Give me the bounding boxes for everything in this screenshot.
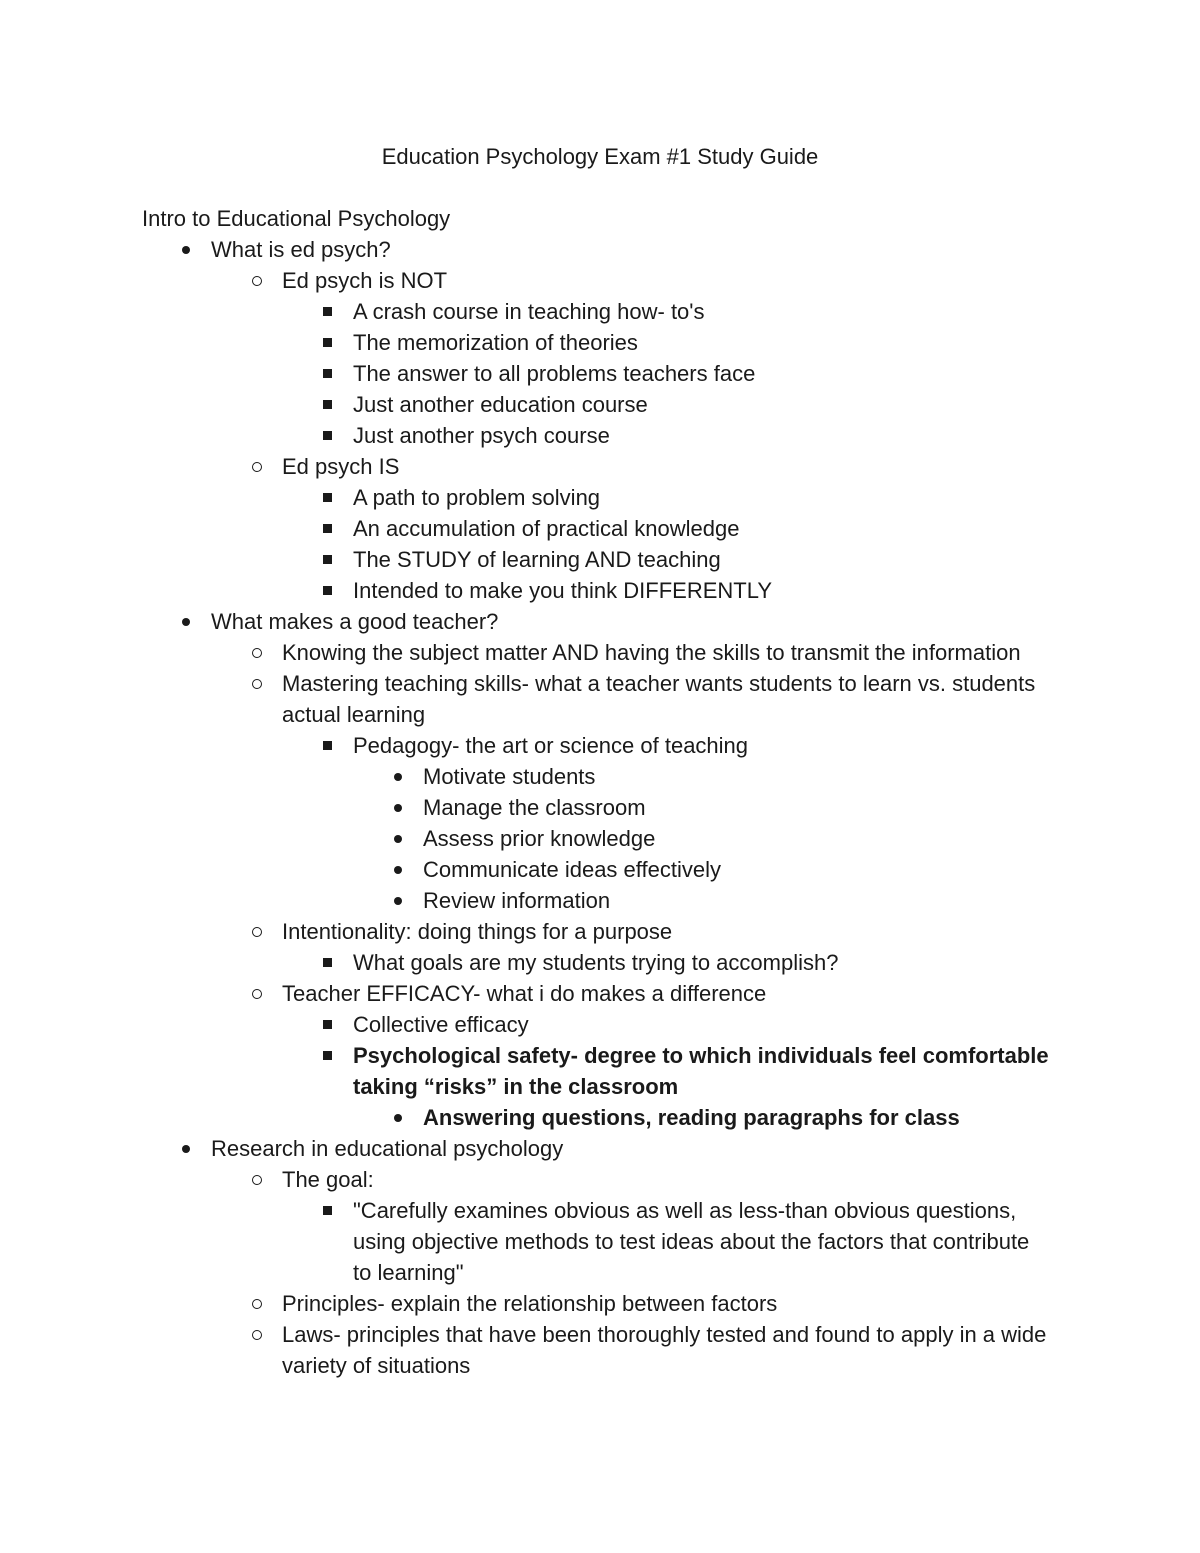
- filled-dot-icon: [388, 1102, 408, 1133]
- outline-item-text: What goals are my students trying to accomplish?: [353, 950, 839, 975]
- outline-item-level-2: [282, 978, 1052, 1009]
- outline-item-level-3: [353, 358, 1053, 389]
- filled-dot-icon: [388, 761, 408, 792]
- outline-item-level-4: [423, 854, 1053, 885]
- section-heading: Intro to Educational Psychology: [142, 206, 451, 231]
- outline-item-level-3: [353, 1009, 1053, 1040]
- filled-square-icon: [317, 482, 337, 513]
- hollow-circle-icon: [247, 1164, 267, 1195]
- filled-square-icon: [317, 389, 337, 420]
- filled-square-icon: [317, 420, 337, 451]
- outline-item-text: Ed psych is NOT: [282, 268, 448, 293]
- outline-item-text: Motivate students: [423, 764, 596, 789]
- outline-item-level-3: [353, 513, 1053, 544]
- outline-item-level-3: [353, 482, 1053, 513]
- outline-item-text: Review information: [423, 888, 611, 913]
- outline-item-level-4: [423, 823, 1053, 854]
- outline-item-level-2: [282, 668, 1052, 730]
- outline-item-level-2: [282, 451, 1052, 482]
- outline-item-level-1: [211, 1133, 1051, 1164]
- filled-dot-icon: [176, 1133, 196, 1164]
- filled-dot-icon: [388, 854, 408, 885]
- outline-item-text: Laws- principles that have been thoroughly tested and found to apply in a wide variety of situations: [282, 1322, 1047, 1378]
- filled-square-icon: [317, 296, 337, 327]
- outline-item-text: What makes a good teacher?: [211, 609, 499, 634]
- outline-item-text: A path to problem solving: [353, 485, 601, 510]
- filled-dot-icon: [176, 234, 196, 265]
- filled-dot-icon: [388, 792, 408, 823]
- outline-item-level-3: [353, 1195, 1053, 1288]
- outline-item-text: Answering questions, reading paragraphs for class: [423, 1105, 960, 1130]
- filled-square-icon: [317, 947, 337, 978]
- outline-item-text: The goal:: [282, 1167, 374, 1192]
- outline-item-text: "Carefully examines obvious as well as less-than obvious questions, using objective methods to test ideas about the factors that contribute to learning": [353, 1198, 1030, 1285]
- outline-list: [0, 234, 1200, 1381]
- filled-square-icon: [317, 730, 337, 761]
- filled-square-icon: [317, 327, 337, 358]
- outline-item-text: A crash course in teaching how- to's: [353, 299, 705, 324]
- filled-dot-icon: [388, 885, 408, 916]
- outline-item-text: Pedagogy- the art or science of teaching: [353, 733, 749, 758]
- filled-square-icon: [317, 544, 337, 575]
- hollow-circle-icon: [247, 265, 267, 296]
- hollow-circle-icon: [247, 668, 267, 699]
- outline-item-level-4: [423, 792, 1053, 823]
- outline-item-text: Communicate ideas effectively: [423, 857, 721, 882]
- outline-item-level-3: [353, 575, 1053, 606]
- filled-square-icon: [317, 1009, 337, 1040]
- outline-item-text: The memorization of theories: [353, 330, 638, 355]
- outline-item-text: An accumulation of practical knowledge: [353, 516, 740, 541]
- filled-square-icon: [317, 358, 337, 389]
- outline-item-level-4: [423, 885, 1053, 916]
- outline-item-level-4: [423, 1102, 1053, 1133]
- filled-dot-icon: [176, 606, 196, 637]
- outline-item-level-2: [282, 1319, 1052, 1381]
- hollow-circle-icon: [247, 916, 267, 947]
- outline-item-text: Assess prior knowledge: [423, 826, 656, 851]
- outline-item-level-3: [353, 420, 1053, 451]
- outline-item-level-2: [282, 1288, 1052, 1319]
- outline-item-level-1: [211, 234, 1051, 265]
- hollow-circle-icon: [247, 637, 267, 668]
- outline-item-text: The answer to all problems teachers face: [353, 361, 756, 386]
- outline-item-text: Collective efficacy: [353, 1012, 529, 1037]
- outline-item-level-3: [353, 389, 1053, 420]
- outline-item-text: Knowing the subject matter AND having the skills to transmit the information: [282, 640, 1021, 665]
- outline-item-text: Intended to make you think DIFFERENTLY: [353, 578, 772, 603]
- filled-square-icon: [317, 575, 337, 606]
- filled-square-icon: [317, 1195, 337, 1226]
- outline-item-level-3: [353, 730, 1053, 761]
- outline-item-level-4: [423, 761, 1053, 792]
- hollow-circle-icon: [247, 1319, 267, 1350]
- outline-item-text: The STUDY of learning AND teaching: [353, 547, 721, 572]
- outline-item-level-3: [353, 327, 1053, 358]
- outline-item-level-3: [353, 1040, 1053, 1102]
- hollow-circle-icon: [247, 451, 267, 482]
- outline-item-text: Mastering teaching skills- what a teacher wants students to learn vs. students actual learning: [282, 671, 1036, 727]
- outline-item-text: Principles- explain the relationship between factors: [282, 1291, 778, 1316]
- outline-item-text: Manage the classroom: [423, 795, 646, 820]
- outline-item-text: Teacher EFFICACY- what i do makes a difference: [282, 981, 767, 1006]
- outline-item-level-2: [282, 637, 1052, 668]
- outline-item-level-2: [282, 265, 1052, 296]
- outline-item-level-2: [282, 1164, 1052, 1195]
- outline-item-level-1: [211, 606, 1051, 637]
- outline-item-text: Just another education course: [353, 392, 648, 417]
- outline-item-text: Just another psych course: [353, 423, 610, 448]
- outline-item-text: Psychological safety- degree to which individuals feel comfortable taking “risks” in the classroom: [353, 1043, 1049, 1099]
- outline-item-level-3: [353, 947, 1053, 978]
- document-title: Education Psychology Exam #1 Study Guide: [381, 144, 819, 169]
- outline-item-level-2: [282, 916, 1052, 947]
- outline-item-level-3: [353, 296, 1053, 327]
- filled-square-icon: [317, 1040, 337, 1071]
- hollow-circle-icon: [247, 1288, 267, 1319]
- outline-item-level-3: [353, 544, 1053, 575]
- hollow-circle-icon: [247, 978, 267, 1009]
- outline-item-text: Intentionality: doing things for a purpose: [282, 919, 673, 944]
- outline-item-text: Ed psych IS: [282, 454, 400, 479]
- filled-dot-icon: [388, 823, 408, 854]
- outline-item-text: What is ed psych?: [211, 237, 391, 262]
- outline-item-text: Research in educational psychology: [211, 1136, 564, 1161]
- filled-square-icon: [317, 513, 337, 544]
